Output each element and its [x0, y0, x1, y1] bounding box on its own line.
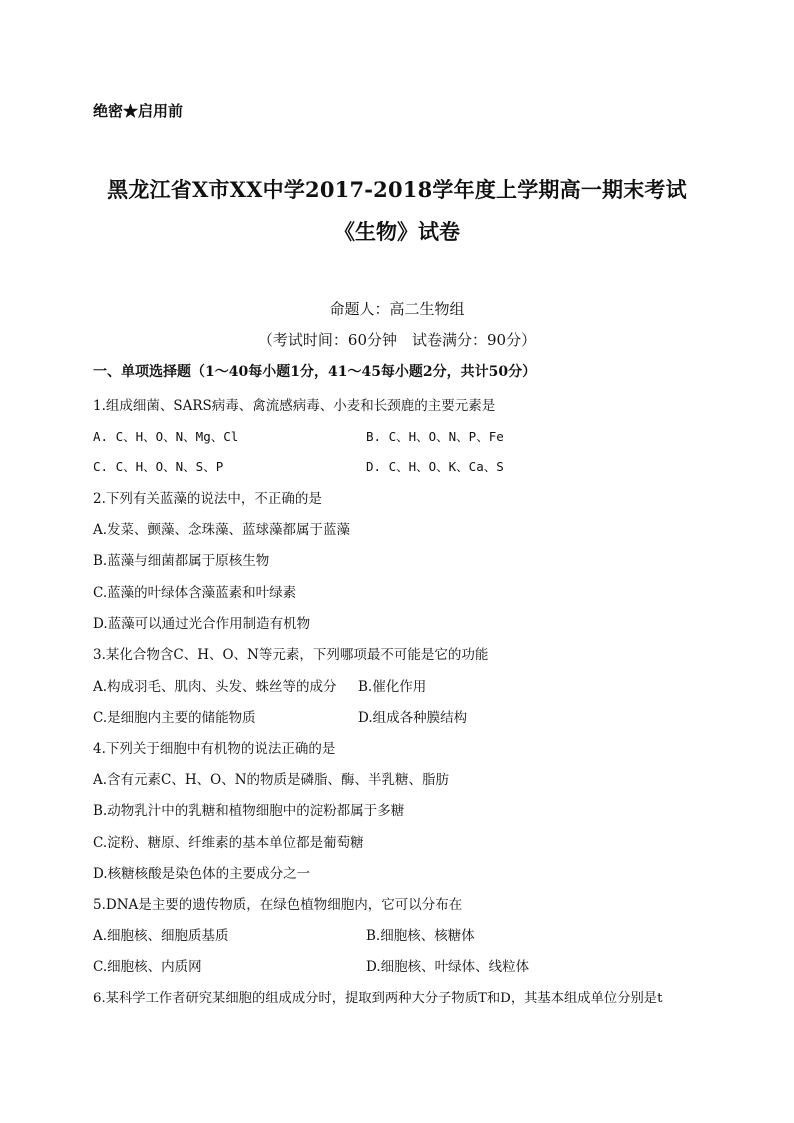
- exam-author: 命题人：高二生物组: [329, 300, 465, 318]
- question-1-option-a: A. C、H、O、N、Mg、Cl: [93, 429, 239, 444]
- question-1-option-c: C. C、H、O、N、S、P: [93, 459, 224, 474]
- exam-time-info: （考试时间：60分钟 试卷满分：90分）: [257, 331, 537, 349]
- question-2-option-c: C.蓝藻的叶绿体含藻蓝素和叶绿素: [93, 585, 297, 601]
- exam-subtitle: 《生物》试卷: [334, 219, 460, 244]
- secret-mark: 绝密★启用前: [93, 102, 184, 120]
- section-heading: 一、单项选择题（1～40每小题1分，41～45每小题2分，共计50分）: [93, 364, 537, 380]
- question-4-option-b: B.动物乳汁中的乳糖和植物细胞中的淀粉都属于多糖: [93, 803, 405, 819]
- question-1-option-d: D. C、H、O、K、Ca、S: [366, 459, 504, 474]
- question-2-option-a: A.发菜、颤藻、念珠藻、蓝球藻都属于蓝藻: [93, 522, 351, 538]
- question-6-stem: 6.某科学工作者研究某细胞的组成成分时，提取到两种大分子物质T和D，其基本组成单位分别是t: [93, 991, 663, 1006]
- question-3-stem: 3.某化合物含C、H、O、N等元素，下列哪项最不可能是它的功能: [93, 647, 489, 663]
- question-3-option-c: C.是细胞内主要的储能物质: [93, 710, 256, 726]
- question-5-option-c: C.细胞核、内质网: [93, 959, 202, 975]
- exam-title: 黑龙江省X市XX中学2017-2018学年度上学期高一期末考试: [107, 177, 687, 202]
- question-5-option-d: D.细胞核、叶绿体、线粒体: [366, 959, 530, 975]
- question-4-option-d: D.核糖核酸是染色体的主要成分之一: [93, 866, 311, 882]
- question-1-option-b: B. C、H、O、N、P、Fe: [366, 429, 504, 444]
- question-3-option-a: A.构成羽毛、肌肉、头发、蛛丝等的成分: [93, 679, 337, 695]
- question-4-option-c: C.淀粉、糖原、纤维素的基本单位都是葡萄糖: [93, 835, 364, 851]
- question-2-option-b: B.蓝藻与细菌都属于原核生物: [93, 553, 270, 569]
- question-3-option-d: D.组成各种膜结构: [358, 710, 468, 726]
- question-2-option-d: D.蓝藻可以通过光合作用制造有机物: [93, 616, 311, 632]
- question-5-option-b: B.细胞核、核糖体: [366, 928, 475, 944]
- question-4-stem: 4.下列关于细胞中有机物的说法正确的是: [93, 741, 336, 757]
- question-4-option-a: A.含有元素C、H、O、N的物质是磷脂、酶、半乳糖、脂肪: [93, 772, 450, 788]
- question-5-stem: 5.DNA是主要的遗传物质，在绿色植物细胞内，它可以分布在: [93, 897, 463, 913]
- question-5-option-a: A.细胞核、细胞质基质: [93, 928, 229, 944]
- question-3-option-b: B.催化作用: [358, 679, 427, 695]
- question-1-stem: 1.组成细菌、SARS病毒、禽流感病毒、小麦和长颈鹿的主要元素是: [93, 398, 496, 414]
- question-2-stem: 2.下列有关蓝藻的说法中，不正确的是: [93, 491, 322, 507]
